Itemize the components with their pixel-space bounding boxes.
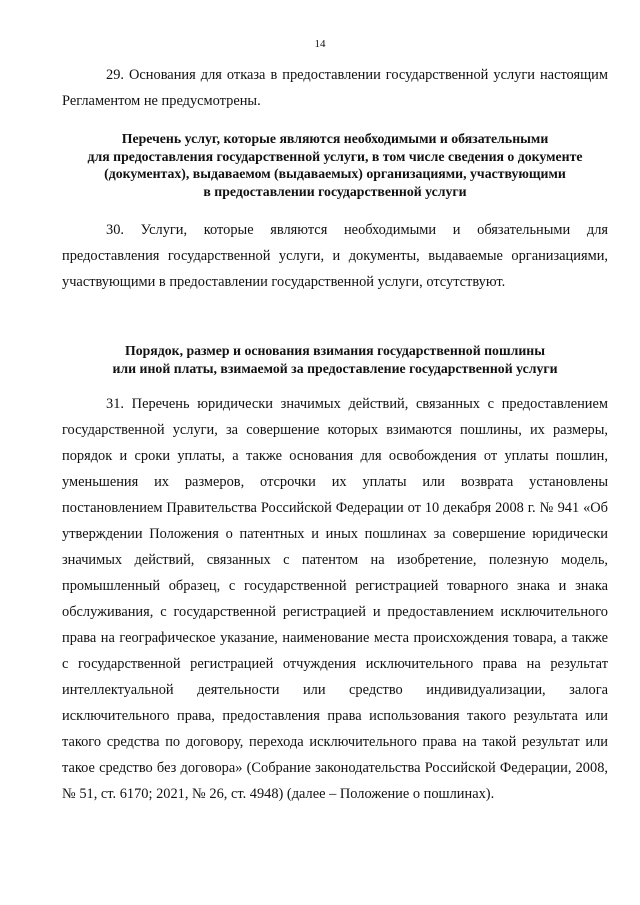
section-heading-required-services bbox=[50, 130, 620, 200]
heading-line: или иной платы, взимаемой за предоставление государственной услуги bbox=[112, 360, 558, 376]
paragraph-29: 29. Основания для отказа в предоставлении государственной услуги настоящим Регламентом не предусмотрены. bbox=[62, 67, 608, 109]
heading-line: для предоставления государственной услуги, в том числе сведения о документе bbox=[87, 148, 583, 164]
heading-line: (документах), выдаваемом (выдаваемых) организациями, участвующими bbox=[104, 166, 566, 181]
heading-line: Перечень услуг, которые являются необходимыми и обязательными bbox=[121, 131, 549, 146]
heading-line: в предоставлении государственной услуги bbox=[203, 183, 467, 199]
page-number: 14 bbox=[314, 38, 326, 50]
paragraph-30: 30. Услуги, которые являются необходимыми и обязательными для предоставления государственной услуги, и документы, выдаваемые организациями, участвующими в предоставлении государственной услуги, отсутствуют. bbox=[62, 222, 608, 290]
paragraph-31: 31. Перечень юридически значимых действий, связанных с предоставлением государственной услуги, за совершение которых взимаются пошлины, их размеры, порядок и сроки уплаты, а также основания для освобождения от уплаты пошлин, уменьшения их размеров, отсрочки их уплаты или возврата установлены постановлением Правительства Российской Федерации от 10 декабря 2008 г. № 941 «Об утверждении Положения о патентных и иных пошлинах за совершение юридически значимых действий, связанных с патентом на изобретение, полезную модель, промышленный образец, с государственной регистрацией товарного знака и знака обслуживания, с государственной регистрацией и предоставлением исключительного права на географическое указание, наименование места происхождения товара, а также с государственной регистрацией отчуждения исключительного права на результат интеллектуальной деятельности или средство индивидуализации, залога исключительного права, предоставления права использования такого результата или такого средства по договору, перехода исключительного права на такой результат или такое средство без договора» (Собрание законодательства Российской Федерации, 2008, № 51, ст. 6170; 2021, № 26, ст. 4948) (далее – Положение о пошлинах). bbox=[62, 396, 608, 802]
heading-line: Порядок, размер и основания взимания государственной пошлины bbox=[124, 343, 546, 358]
section-heading-state-fee bbox=[50, 342, 620, 377]
